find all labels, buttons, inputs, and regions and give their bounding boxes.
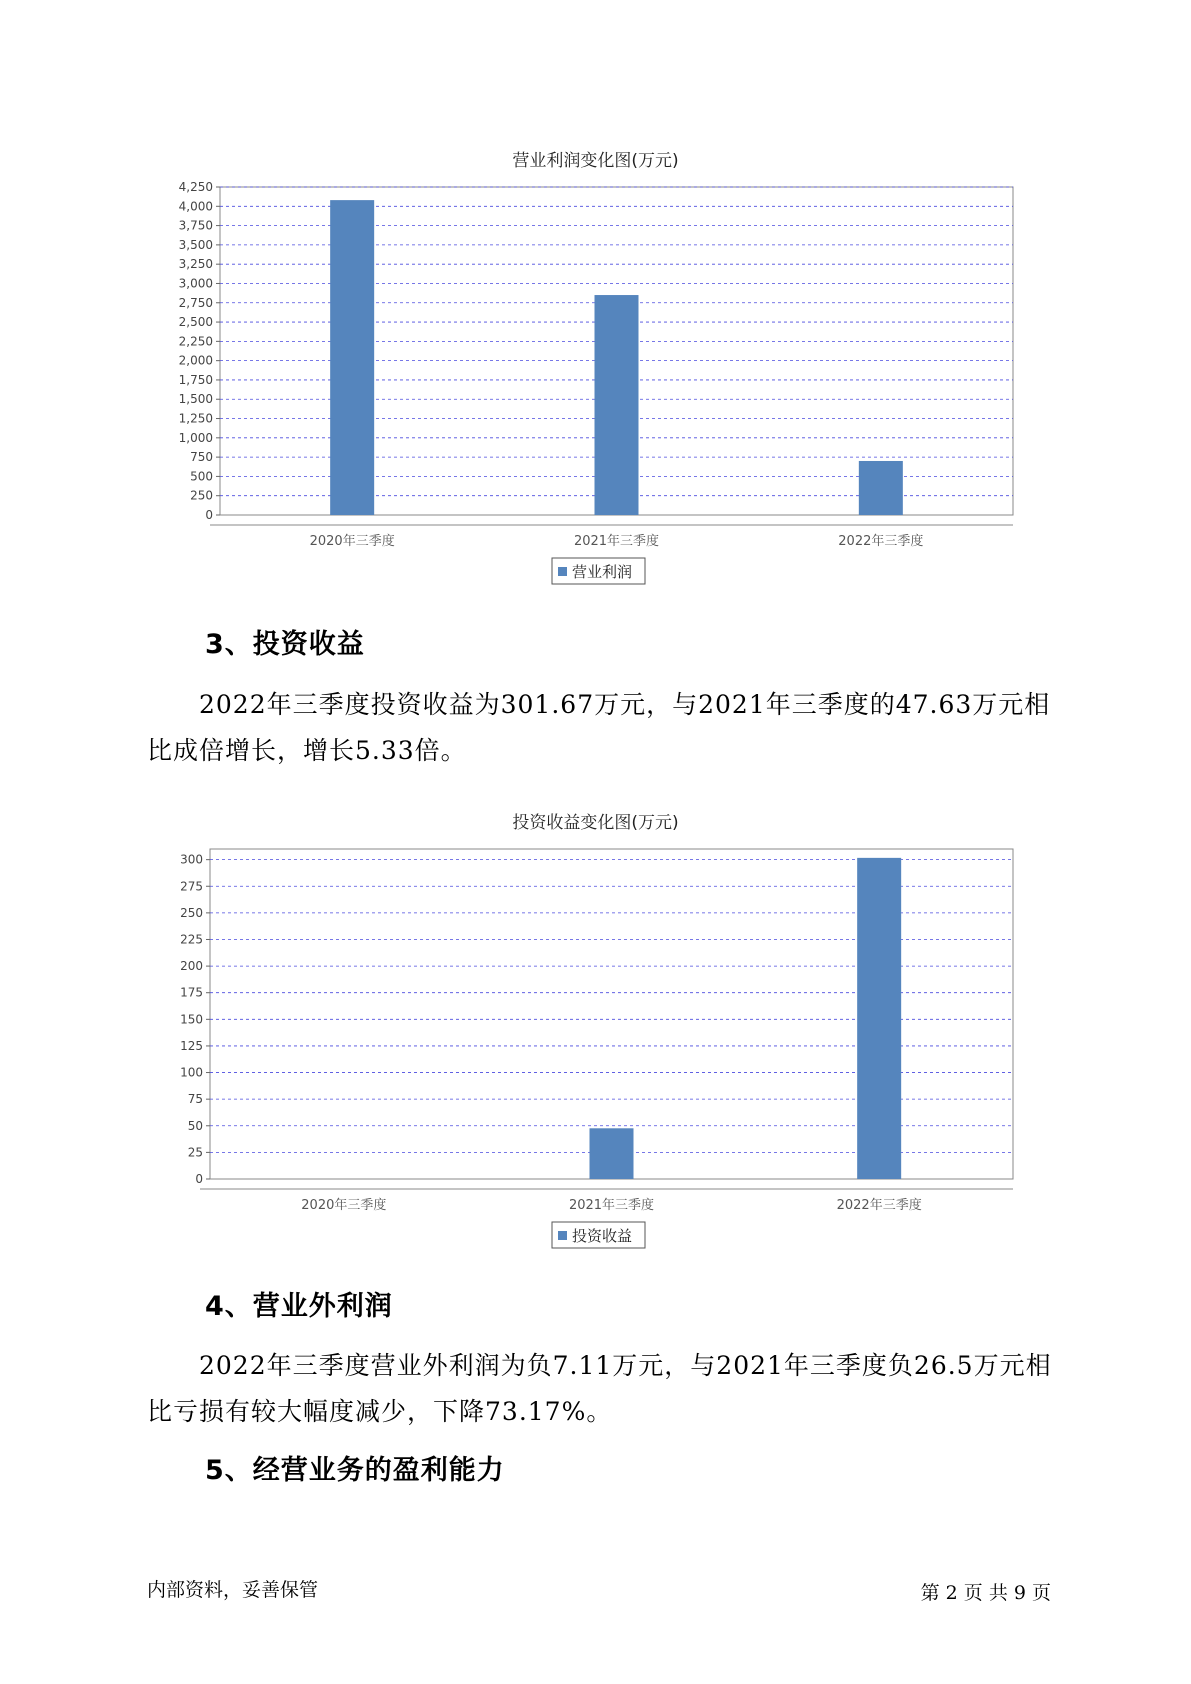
legend-label: 营业利润 <box>572 563 633 581</box>
y-tick-label: 1,250 <box>178 411 213 426</box>
y-tick-label: 4,250 <box>178 180 213 194</box>
y-tick-label: 250 <box>190 488 213 503</box>
y-tick-label: 50 <box>187 1118 203 1133</box>
bar <box>859 461 903 515</box>
y-tick-label: 1,500 <box>178 392 213 407</box>
section-4-paragraph: 2022年三季度营业外利润为负7.11万元，与2021年三季度负26.5万元相比亏损有较大幅度减少，下降73.17%。 <box>147 1351 1052 1426</box>
y-tick-label: 1,750 <box>178 372 213 387</box>
y-tick-label: 0 <box>205 508 213 522</box>
legend-swatch <box>558 1231 567 1240</box>
investment-income-chart <box>0 838 1191 1258</box>
legend-swatch <box>558 567 567 576</box>
y-tick-label: 500 <box>190 469 213 484</box>
bar <box>330 200 374 515</box>
x-category-label: 2022年三季度 <box>836 1198 922 1213</box>
y-tick-label: 750 <box>190 450 213 465</box>
y-tick-label: 225 <box>180 932 203 947</box>
y-tick-label: 0 <box>195 1172 203 1186</box>
legend-label: 投资收益 <box>572 1227 633 1245</box>
operating-profit-chart <box>0 175 1191 595</box>
y-tick-label: 2,500 <box>178 315 213 330</box>
section-3-heading: 3、投资收益 <box>205 629 365 660</box>
y-tick-label: 200 <box>180 959 203 974</box>
y-tick-label: 75 <box>187 1092 203 1107</box>
y-tick-label: 175 <box>180 985 203 1000</box>
section-4-heading: 4、营业外利润 <box>205 1291 393 1322</box>
investment-income-chart-title: 投资收益变化图(万元) <box>512 813 679 833</box>
y-tick-label: 3,750 <box>178 218 213 233</box>
y-tick-label: 2,750 <box>178 295 213 310</box>
x-category-label: 2020年三季度 <box>301 1198 387 1213</box>
y-tick-label: 250 <box>180 905 203 920</box>
bar <box>590 1128 634 1179</box>
y-tick-label: 2,250 <box>178 334 213 349</box>
y-tick-label: 150 <box>180 1012 203 1027</box>
y-tick-label: 25 <box>187 1145 203 1160</box>
bar <box>595 295 639 515</box>
y-tick-label: 275 <box>180 879 203 894</box>
footer-page-number: 第 2 页 共 9 页 <box>920 1582 1051 1604</box>
bar <box>857 858 901 1179</box>
y-tick-label: 3,500 <box>178 237 213 252</box>
operating-profit-chart-title: 营业利润变化图(万元) <box>512 151 679 171</box>
footer-confidential-note: 内部资料，妥善保管 <box>147 1579 319 1601</box>
y-tick-label: 3,250 <box>178 257 213 272</box>
x-category-label: 2021年三季度 <box>573 534 660 549</box>
y-tick-label: 125 <box>180 1038 203 1053</box>
y-tick-label: 300 <box>180 852 203 867</box>
x-category-label: 2022年三季度 <box>838 534 924 549</box>
section-3-paragraph: 2022年三季度投资收益为301.67万元，与2021年三季度的47.63万元相比成倍增长，增长5.33倍。 <box>147 690 1051 765</box>
y-tick-label: 100 <box>180 1065 203 1080</box>
y-tick-label: 3,000 <box>178 276 213 291</box>
y-tick-label: 4,000 <box>178 199 213 214</box>
x-category-label: 2021年三季度 <box>568 1198 655 1213</box>
y-tick-label: 1,000 <box>178 430 213 445</box>
x-category-label: 2020年三季度 <box>309 534 395 549</box>
y-tick-label: 2,000 <box>178 353 213 368</box>
section-5-heading: 5、经营业务的盈利能力 <box>205 1455 505 1486</box>
